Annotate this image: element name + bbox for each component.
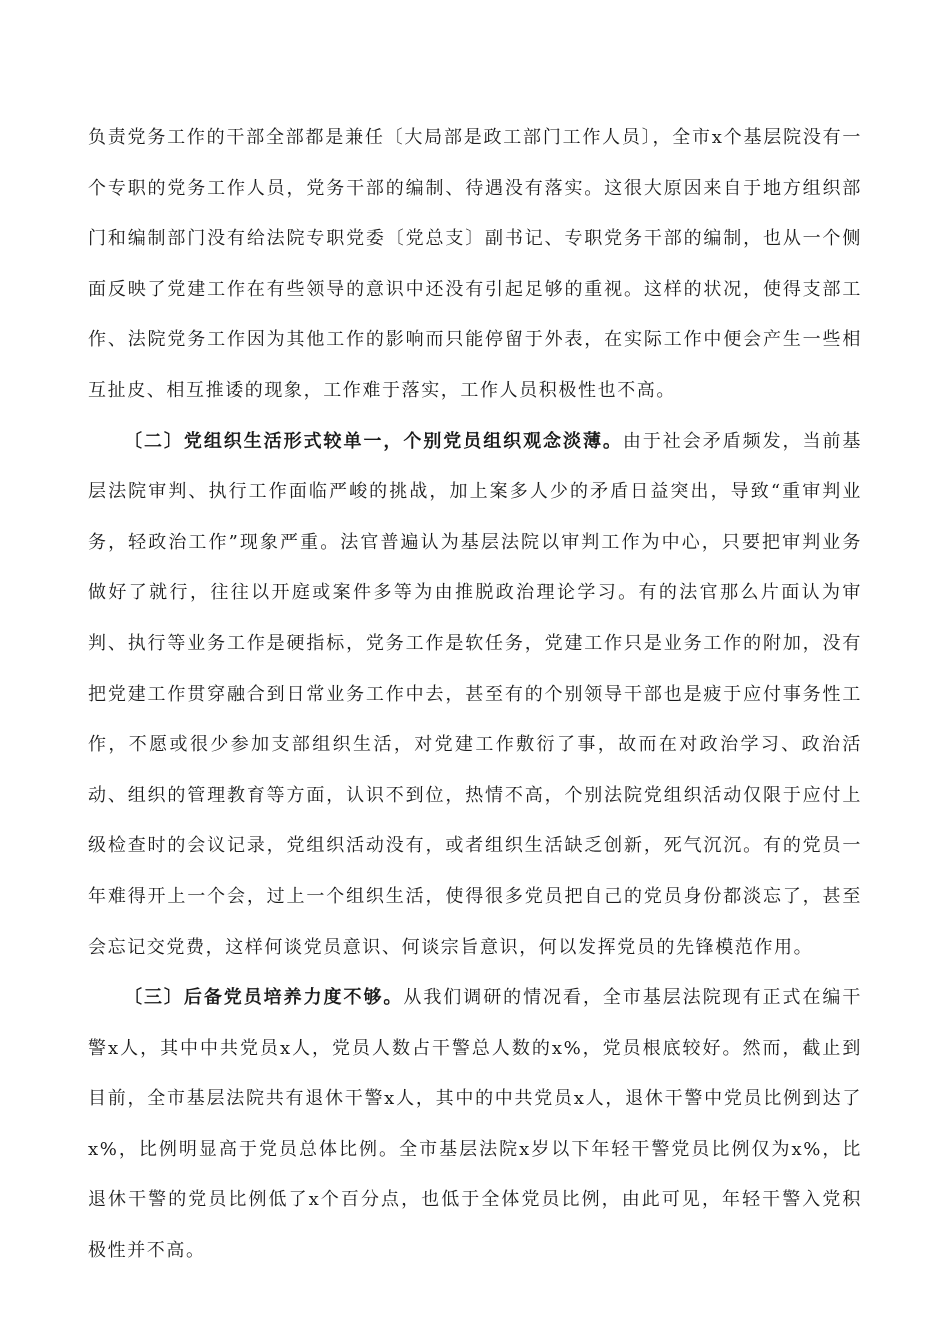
document-page bbox=[88, 113, 862, 1277]
paragraph-2-body: 由于社会矛盾频发，当前基层法院审判、执行工作面临严峻的挑战，加上案多人少的矛盾日益突出，导致“重审判业务，轻政治工作”现象严重。法官普遍认为基层法院以审判工作为中心，只要把审判业务做好了就行，往往以开庭或案件多等为由推脱政治理论学习。有的法官那么片面认为审判、执行等业务工作是硬指标，党务工作是软任务，党建工作只是业务工作的附加，没有把党建工作贯穿融合到日常业务工作中去，甚至有的个别领导干部也是疲于应付事务性工作，不愿或很少参加支部组织生活，对党建工作敷衍了事，故而在对政治学习、政治活动、组织的管理教育等方面，认识不到位，热情不高，个别法院党组织活动仅限于应付上级检查时的会议记录，党组织活动没有，或者组织生活缺乏创新，死气沉沉。有的党员一年难得开上一个会，过上一个组织生活，使得很多党员把自己的党员身份都淡忘了，甚至会忘记交党费，这样何谈党员意识、何谈宗旨意识，何以发挥党员的先锋模范作用。 bbox=[88, 430, 862, 958]
paragraph-3-heading: 〔三〕后备党员培养力度不够。 bbox=[124, 987, 404, 1009]
paragraph-1-body: 负责党务工作的干部全部都是兼任〔大局部是政工部门工作人员〕，全市x个基层院没有一个专职的党务工作人员，党务干部的编制、待遇没有落实。这很大原因来自于地方组织部门和编制部门没有给法院专职党委〔党总支〕副书记、专职党务干部的编制，也从一个侧面反映了党建工作在有些领导的意识中还没有引起足够的重视。这样的状况，使得支部工作、法院党务工作因为其他工作的影响而只能停留于外表，在实际工作中便会产生一些相互扯皮、相互推诿的现象，工作难于落实，工作人员积极性也不高。 bbox=[88, 127, 862, 401]
paragraph-2-heading: 〔二〕党组织生活形式较单一，个别党员组织观念淡薄。 bbox=[124, 430, 623, 452]
paragraph-3-body: 从我们调研的情况看，全市基层法院现有正式在编干警x人，其中中共党员x人，党员人数占干警总人数的x%，党员根底较好。然而，截止到目前，全市基层法院共有退休干警x人，其中的中共党员x人，退休干警中党员比例到达了x%，比例明显高于党员总体比例。全市基层法院x岁以下年轻干警党员比例仅为x%，比退休干警的党员比例低了x个百分点，也低于全体党员比例，由此可见，年轻干警入党积极性并不高。 bbox=[88, 987, 862, 1262]
paragraph-3 bbox=[88, 973, 862, 1277]
paragraph-1 bbox=[88, 113, 862, 417]
paragraph-2 bbox=[88, 417, 862, 974]
